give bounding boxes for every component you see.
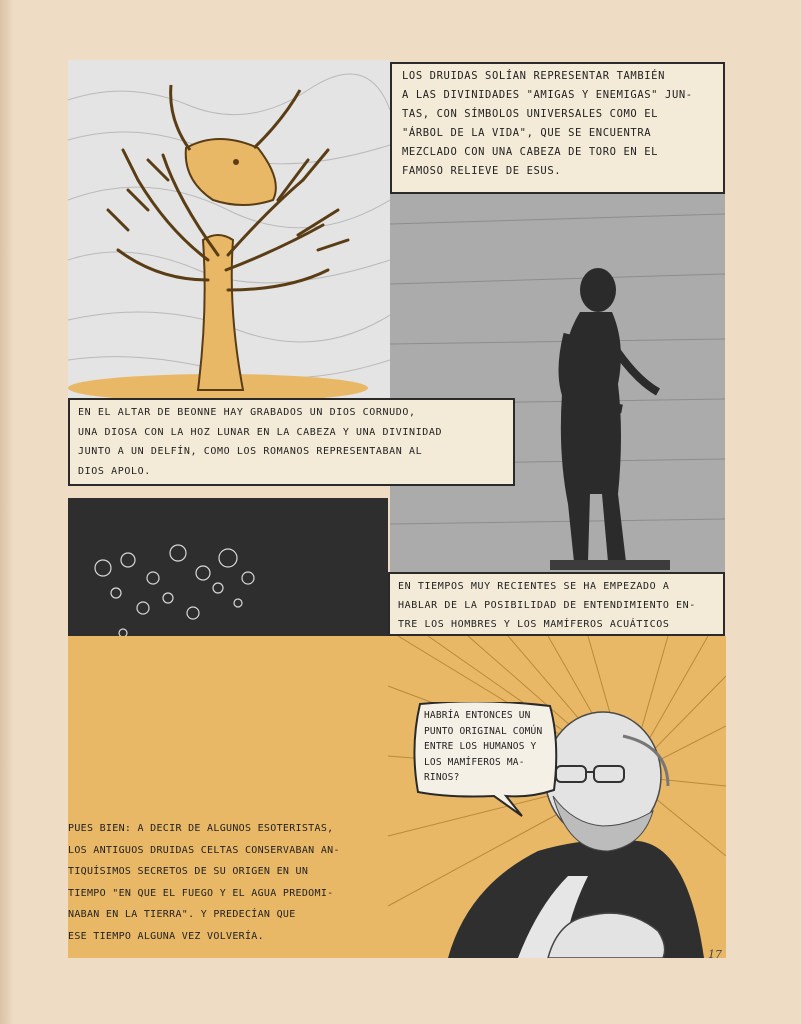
tree-bull-illustration <box>68 60 390 398</box>
caption-esoterics: PUES BIEN: A DECIR DE ALGUNOS ESOTERISTAS, LOS ANTIGUOS DRUIDAS CELTAS CONSERVABAN AN- TIQUÍSIMOS SECRETOS DE SU ORIGEN EN UN TIEMPO "EN QUE EL FUEGO Y EL AGUA PREDOMI- NABAN EN LA TIERRA". Y PREDECÍAN QUE ESE TIEMPO ALGUNA VEZ VOLVERÍA. <box>68 823 340 942</box>
panel-tree-bull <box>68 60 390 398</box>
caption-recent-times: EN TIEMPOS MUY RECIENTES SE HA EMPEZADO A HABLAR DE LA POSIBILIDAD DE ENTENDIMIENTO EN- TRE LOS HOMBRES Y LOS MAMÍFEROS ACUÁTICOS <box>388 572 725 636</box>
paper-edge <box>0 0 14 1024</box>
apollo-statue-illustration <box>390 194 725 572</box>
page-number: 17 <box>708 948 722 961</box>
caption-druids-symbols: LOS DRUIDAS SOLÍAN REPRESENTAR TAMBIÉN A LAS DIVINIDADES "AMIGAS Y ENEMIGAS" JUN- TAS, CON SÍMBOLOS UNIVERSALES COMO EL "ÁRBOL DE LA VIDA", QUE SE ENCUENTRA MEZCLADO CON UNA CABEZA DE TORO EN EL FAMOSO RELIEVE DE ESUS. <box>390 62 725 194</box>
caption-altar-beonne: EN EL ALTAR DE BEONNE HAY GRABADOS UN DIOS CORNUDO, UNA DIOSA CON LA HOZ LUNAR EN LA CABEZA Y UNA DIVINIDAD JUNTO A UN DELFÍN, COMO LOS ROMANOS REPRESENTABAN AL DIOS APOLO. <box>68 398 515 486</box>
panel-apollo-statue <box>390 194 725 572</box>
speech-bubble-text: HABRÍA ENTONCES UN PUNTO ORIGINAL COMÚN ENTRE LOS HUMANOS Y LOS MAMÍFEROS MA- RINOS? <box>424 710 543 783</box>
